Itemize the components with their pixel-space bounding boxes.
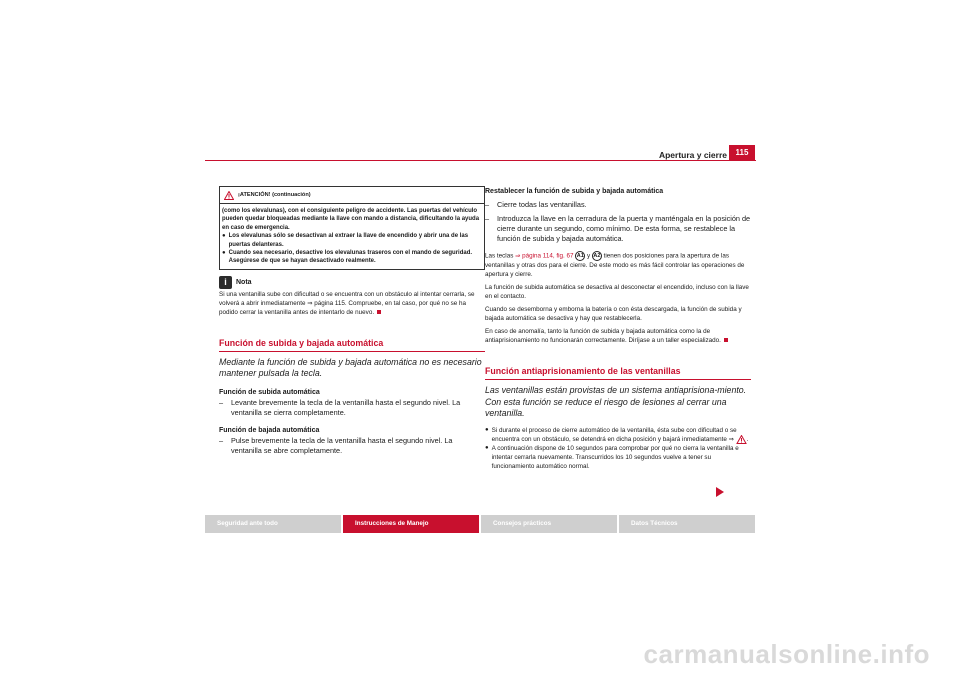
footer-tab-consejos[interactable]: Consejos prácticos <box>481 515 617 533</box>
note-title: Nota <box>236 278 252 286</box>
bullet-icon: ● <box>222 250 226 257</box>
antitrap-bullet: ● Si durante el proceso de cierre automático de la ventanilla, ésta sube con dificultad o se encuentra con un obstáculo, se detendrá en dicha posición y bajará inmediatamente ⇒ . <box>485 426 749 443</box>
section-title-antitrap: Función antiaprisionamiento de las ventanillas <box>485 365 751 380</box>
header-rule <box>205 160 756 161</box>
paragraph-ignition: La función de subida automática se desactiva al desconectar el encendido, incluso con la llave en el contacto. <box>485 284 749 300</box>
restore-step-2: – Introduzca la llave en la cerradura de la puerta y manténgala en la posición de cierre durante un segundo, como mínimo. De esta forma, se restablece la función de subida y bajada automática. <box>485 214 751 243</box>
section-title-auto: Función de subida y bajada automática <box>219 337 485 352</box>
page-number: 115 <box>729 145 755 161</box>
page-header-title: Apertura y cierre <box>658 150 727 160</box>
bullet-icon: ● <box>485 444 489 451</box>
section-end-icon <box>724 338 728 342</box>
watermark: carmanualsonline.info <box>643 639 930 669</box>
footer-tab-seguridad[interactable]: Seguridad ante todo <box>205 515 341 533</box>
paragraph-battery: Cuando se desemborna y emborna la batería o con ésta descargada, la función de subida y bajada automática se desactiva y hay que restablecerla. <box>485 306 742 322</box>
step-down: – Pulse brevemente la tecla de la ventanilla hasta el segundo nivel. La ventanilla se abre completamente. <box>219 435 453 455</box>
right-column <box>485 186 751 471</box>
paragraph-anomaly: En caso de anomalía, tanto la función de subida y bajada automática como la de antiaprisionamiento no funcionarán correctamente. Diríjase a un taller especializado. <box>485 327 751 345</box>
restore-step-1: – Cierre todas las ventanillas. <box>485 200 587 209</box>
warning-lead: (como los elevalunas), con el consiguiente peligro de accidente. Las puertas del vehículo pueden quedar bloqueadas mediante la llave con mando a distancia, dificultando la ayuda en caso de emergencia. <box>222 208 480 231</box>
step-up: – Levante brevemente la tecla de la ventanilla hasta el segundo nivel. La ventanilla se cierra completamente. <box>219 397 461 417</box>
section-end-icon <box>377 310 381 314</box>
page-reference-link[interactable]: ⇒ página 114, fig. 67 <box>515 252 574 260</box>
subheading-restore: Restablecer la función de subida y bajada automática <box>485 188 664 195</box>
callout-a1: A1 <box>576 253 584 259</box>
bullet-icon: ● <box>222 233 226 240</box>
note-text: Si una ventanilla sube con dificultad o se encuentra con un obstáculo al intentar cerrarla, se volverá a abrir inmediatamente ⇒ página 115. Compruebe, en tal caso, por qué no se ha podido cerrar la ventanilla antes de intentarlo de nuevo. <box>219 290 475 316</box>
warning-body <box>220 204 484 269</box>
warning-title: ¡ATENCIÓN! (continuación) <box>238 191 311 198</box>
callout-a2: A2 <box>593 253 601 259</box>
section-intro-auto: Mediante la función de subida y bajada automática no es necesario mantener pulsada la tecla. <box>219 356 482 379</box>
warning-header <box>220 187 484 204</box>
warning-bullet: ● Cuando sea necesario, desactive los elevalunas traseros con el mando de seguridad. Asegúrese de que se hayan desactivado realmente. <box>222 250 473 265</box>
warning-triangle-icon <box>736 435 747 444</box>
bullet-icon: ● <box>485 426 489 433</box>
antitrap-bullet: ● A continuación dispone de 10 segundos para comprobar por qué no cierra la ventanilla e intentar cerrarla nuevamente. Transcurridos los 10 segundos vuelve a tener su funcionamiento automático normal. <box>485 444 739 470</box>
footer-tab-datos[interactable]: Datos Técnicos <box>619 515 755 533</box>
warning-box <box>219 186 485 270</box>
note-header <box>219 276 485 289</box>
section-intro-antitrap: Las ventanillas están provistas de un sistema antiaprisiona-miento. Con esta función se reduce el riesgo de lesiones al cerrar una ventanilla. <box>485 385 747 418</box>
info-icon: i <box>219 276 232 289</box>
next-page-arrow-icon <box>716 487 724 497</box>
left-column <box>219 186 485 456</box>
warning-triangle-icon <box>224 191 234 200</box>
footer-tab-instrucciones[interactable]: Instrucciones de Manejo <box>343 515 479 533</box>
subheading-up: Función de subida automática <box>219 388 320 396</box>
warning-bullet: ● Los elevalunas sólo se desactivan al extraer la llave de encendido y abrir una de las puertas delanteras. <box>222 233 469 248</box>
keys-paragraph: Las teclas ⇒ página 114, fig. 67 A1 y A2 tienen dos posiciones para la apertura de las ventanillas y otras dos para el cierre. De este modo es más fácil controlar las operaciones de apertura y cierre. <box>485 252 745 278</box>
subheading-down: Función de bajada automática <box>219 426 320 434</box>
